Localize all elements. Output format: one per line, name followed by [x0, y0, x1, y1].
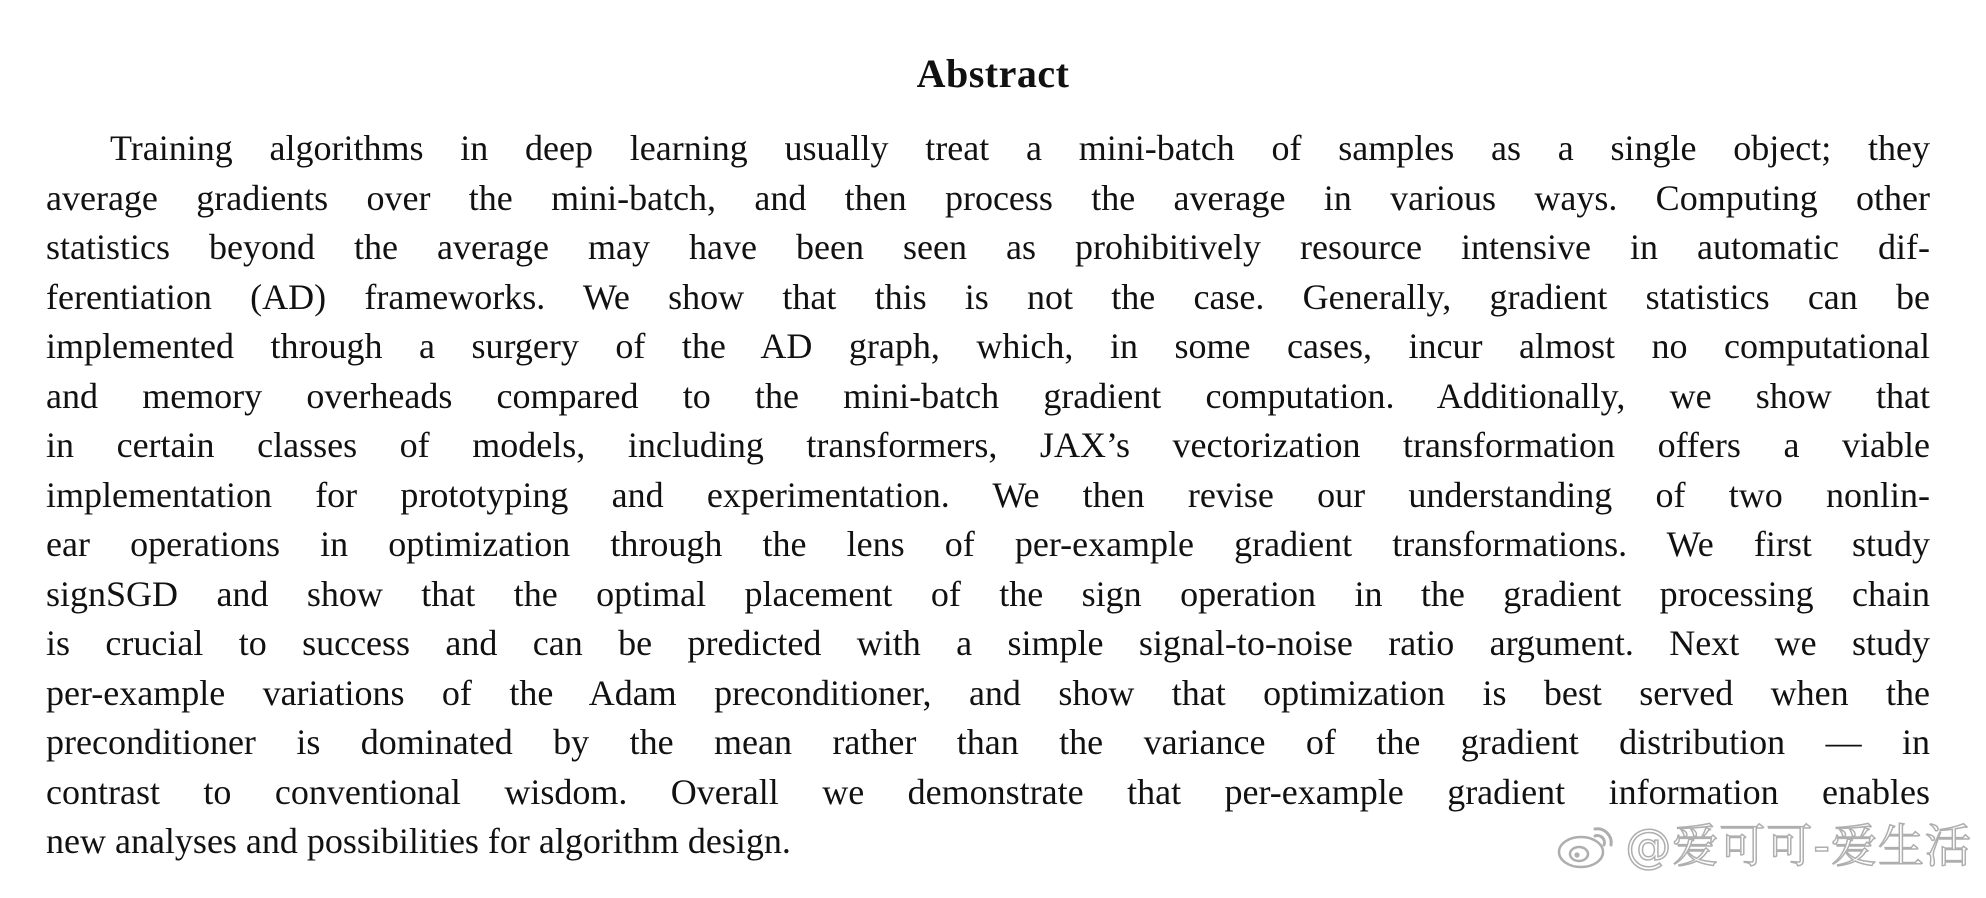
watermark — [1555, 816, 1972, 876]
abstract-line: per-example variations of the Adam preconditioner, and show that optimization is best served when the — [46, 672, 1930, 713]
watermark-text: @爱可可-爱生活 — [1625, 819, 1972, 873]
abstract-line: signSGD and show that the optimal placement of the sign operation in the gradient processing chain — [46, 573, 1930, 614]
weibo-icon — [1555, 821, 1617, 871]
abstract-line: preconditioner is dominated by the mean rather than the variance of the gradient distribution — in — [46, 722, 1930, 762]
abstract-body — [46, 124, 1930, 867]
abstract-line: implemented through a surgery of the AD graph, which, in some cases, incur almost no computational — [46, 326, 1930, 366]
abstract-line: ferentiation (AD) frameworks. We show that this is not the case. Generally, gradient statistics can be — [46, 276, 1930, 317]
abstract-line: ear operations in optimization through the lens of per-example gradient transformations. We first study — [46, 524, 1930, 564]
abstract-line: contrast to conventional wisdom. Overall we demonstrate that per-example gradient information enables — [46, 771, 1930, 812]
abstract-line: in certain classes of models, including transformers, JAX’s vectorization transformation offers a viable — [46, 425, 1930, 465]
abstract-line: implementation for prototyping and experimentation. We then revise our understanding of two nonlin- — [46, 474, 1930, 515]
abstract-line: Training algorithms in deep learning usually treat a mini-batch of samples as a single object; they — [110, 128, 1930, 168]
abstract-heading: Abstract — [916, 51, 1070, 96]
abstract-line-last: new analyses and possibilities for algorithm design. — [46, 821, 791, 861]
abstract-line: average gradients over the mini-batch, and then process the average in various ways. Computing other — [46, 177, 1930, 218]
abstract-line: statistics beyond the average may have been seen as prohibitively resource intensive in automatic dif- — [46, 227, 1930, 267]
abstract-line: is crucial to success and can be predicted with a simple signal-to-noise ratio argument. Next we study — [46, 623, 1930, 663]
abstract-line: and memory overheads compared to the mini-batch gradient computation. Additionally, we show that — [46, 375, 1930, 416]
